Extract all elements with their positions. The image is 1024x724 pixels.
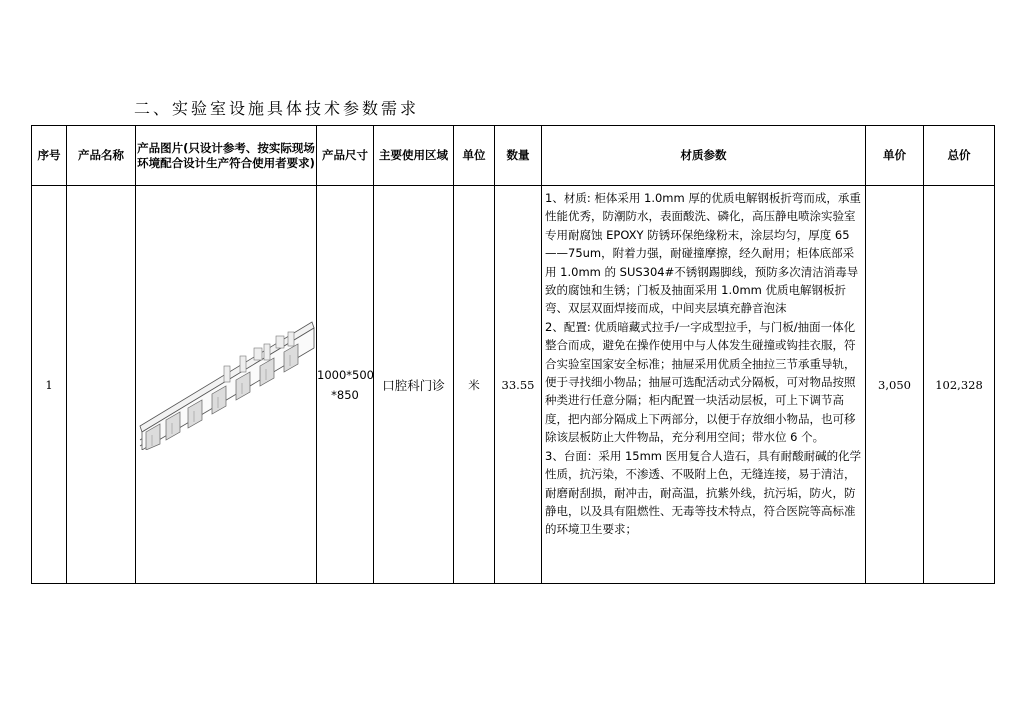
- cell-name: [67, 186, 136, 584]
- header-name: 产品名称: [67, 126, 136, 186]
- table-header-row: [32, 126, 995, 186]
- cell-total: 102,328: [924, 186, 995, 584]
- cell-size: [317, 186, 374, 584]
- cell-area: 口腔科门诊: [374, 186, 454, 584]
- header-qty: 数量: [495, 126, 542, 186]
- material-item-1: 1、材质: 柜体采用 1.0mm 厚的优质电解钢板折弯而成，承重性能优秀，防潮防水，表面酸洗、磷化，高压静电喷涂实验室专用耐腐蚀 EPOXY 防锈环保绝缘粉末，涂层均匀，厚度 65——75um，附着力强，耐碰撞摩擦，经久耐用；柜体底部采用 1.0mm 的 SUS304#不锈钢踢脚线，预防多次清洁消毒导致的腐蚀和生锈；门板及抽面采用 1.0mm 优质电解钢板折弯、双层双面焊接而成，中间夹层填充静音泡沫: [545, 191, 861, 316]
- header-index: 序号: [32, 126, 67, 186]
- header-total: 总价: [924, 126, 995, 186]
- cell-unit-price: 3,050: [866, 186, 924, 584]
- spec-table: [31, 125, 995, 584]
- header-image: 产品图片(只设计参考、按实际现场环境配合设计生产符合使用者要求): [136, 126, 317, 186]
- table-row: [32, 186, 995, 584]
- material-item-2: 2、配置: 优质暗藏式拉手/一字成型拉手，与门板/抽面一体化整合而成，避免在操作使用中与人体发生碰撞或钩挂衣服，符合实验室国家安全标准；抽屉采用优质全抽拉三节承重导轨，便于寻找细小物品；抽屉可选配活动式分隔板，可对物品按照种类进行任意分隔；柜内配置一块活动层板，可上下调节高度，把内部分隔成上下两部分，以便于存放细小物品，也可移除该层板防止大件物品，充分利用空间；带水位 6 个。: [545, 319, 856, 445]
- size-line-2: *850: [331, 387, 359, 402]
- cell-image: [136, 186, 317, 584]
- size-line-1: 1000*500: [317, 367, 374, 382]
- cell-index: 1: [32, 186, 67, 584]
- header-unit: 单位: [454, 126, 495, 186]
- header-size: 产品尺寸: [317, 126, 374, 186]
- cell-material: [542, 186, 866, 584]
- section-heading: 二、实验室设施具体技术参数需求: [134, 99, 420, 118]
- header-unit-price: 单价: [866, 126, 924, 186]
- cell-qty: 33.55: [495, 186, 542, 584]
- header-material: 材质参数: [542, 126, 866, 186]
- cabinet-illustration: [136, 320, 316, 450]
- material-item-3: 3、台面：采用 15mm 医用复合人造石，具有耐酸耐碱的化学性质，抗污染，不渗透、不吸附上色，无缝连接，易于清洁，耐磨耐刮损，耐冲击，耐高温，抗紫外线，抗污垢，防火，防静电，以及具有阻燃性、无毒等技术特点，符合医院等高标准的环境卫生要求；: [545, 448, 862, 537]
- cell-unit: 米: [454, 186, 495, 584]
- header-area: 主要使用区域: [374, 126, 454, 186]
